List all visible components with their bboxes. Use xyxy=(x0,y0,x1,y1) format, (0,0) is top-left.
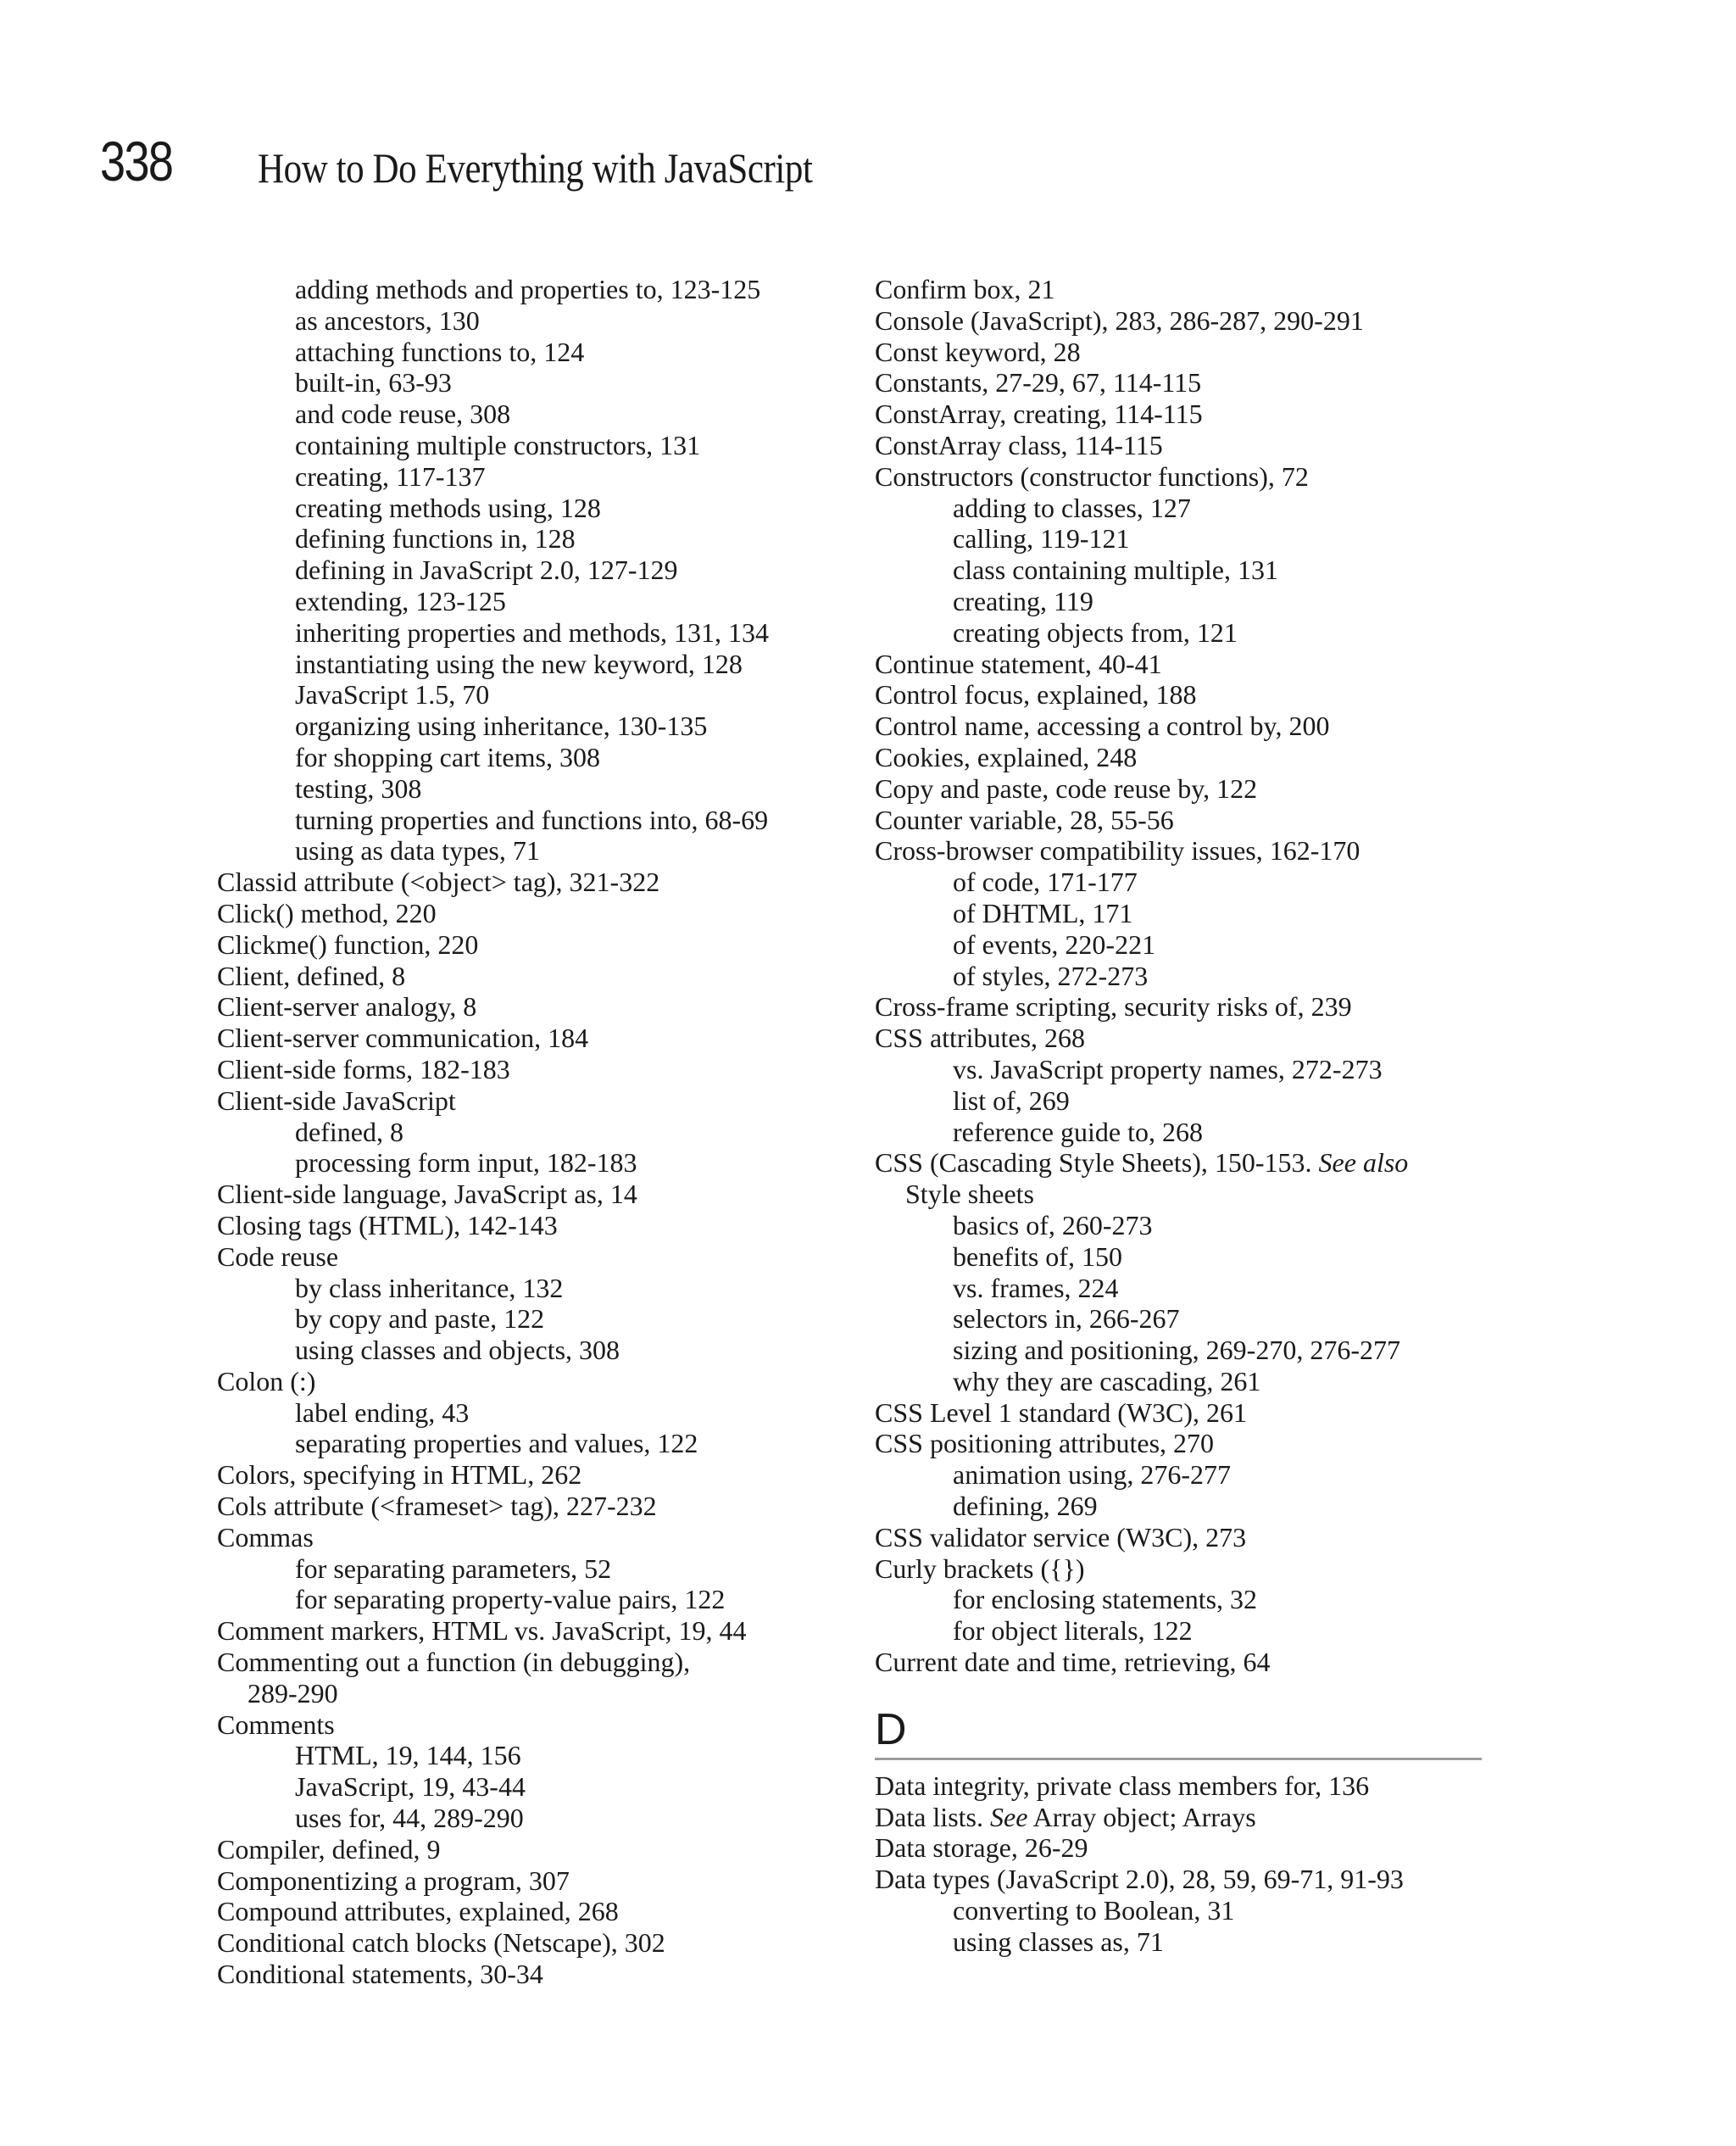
entry-text: creating, 119 xyxy=(953,585,1093,616)
index-entry xyxy=(875,773,1485,805)
entry-text: Compound attributes, explained, 268 xyxy=(217,1896,619,1927)
entry-text: Compiler, defined, 9 xyxy=(217,1833,441,1865)
index-entry xyxy=(217,898,861,929)
index-entry xyxy=(875,1802,1485,1833)
index-entry xyxy=(875,337,1485,368)
entry-text: Conditional catch blocks (Netscape), 302 xyxy=(217,1927,665,1959)
entry-text: Conditional statements, 30-34 xyxy=(217,1959,543,1990)
index-entry xyxy=(217,1366,861,1397)
index-subentry xyxy=(217,586,861,617)
entry-text: creating objects from, 121 xyxy=(953,616,1238,648)
entry-text: label ending, 43 xyxy=(295,1396,470,1428)
entry-text: defining, 269 xyxy=(953,1491,1098,1522)
entry-text: Cross-browser compatibility issues, 162-170 xyxy=(875,835,1360,867)
entry-text: extending, 123-125 xyxy=(295,585,506,616)
index-subentry xyxy=(217,1740,861,1771)
index-entry xyxy=(217,1241,861,1273)
index-subentry xyxy=(217,430,861,461)
index-subentry xyxy=(875,586,1485,617)
index-subentry xyxy=(217,523,861,555)
entry-text: vs. frames, 224 xyxy=(953,1272,1119,1303)
index-entry xyxy=(217,1709,861,1741)
index-subentry xyxy=(875,1366,1485,1397)
entry-text: adding methods and properties to, 123-125 xyxy=(295,274,761,304)
entry-text: adding to classes, 127 xyxy=(953,492,1191,523)
index-subentry xyxy=(875,555,1485,586)
index-entry xyxy=(875,679,1485,711)
index-subentry xyxy=(875,1895,1485,1926)
index-entry xyxy=(875,991,1485,1023)
entry-text: processing form input, 182-183 xyxy=(295,1147,637,1179)
entry-text: Colors, specifying in HTML, 262 xyxy=(217,1459,582,1491)
entry-text: ConstArray class, 114-115 xyxy=(875,429,1163,460)
entry-text: Control focus, explained, 188 xyxy=(875,679,1197,711)
entry-text: Style sheets xyxy=(905,1179,1034,1210)
entry-text: converting to Boolean, 31 xyxy=(953,1895,1235,1926)
entry-text: Commenting out a function (in debugging), xyxy=(217,1647,691,1678)
entry-text: Const keyword, 28 xyxy=(875,336,1081,367)
entry-text: basics of, 260-273 xyxy=(953,1209,1153,1240)
index-entry xyxy=(217,1865,861,1897)
index-entry xyxy=(875,367,1485,399)
entry-text: CSS (Cascading Style Sheets), 150-153. xyxy=(875,1147,1319,1179)
index-subentry xyxy=(217,679,861,711)
entry-text: Current date and time, retrieving, 64 xyxy=(875,1647,1271,1678)
index-subentry xyxy=(875,617,1485,649)
entry-text: Client, defined, 8 xyxy=(217,960,406,991)
entry-text: for separating parameters, 52 xyxy=(295,1552,612,1584)
index-subentry xyxy=(875,1273,1485,1304)
entry-text: of events, 220-221 xyxy=(953,928,1156,960)
index-subentry xyxy=(875,523,1485,555)
page-number: 338 xyxy=(100,130,173,192)
index-subentry xyxy=(217,399,861,430)
index-subentry xyxy=(217,711,861,742)
index-subentry xyxy=(217,805,861,836)
index-entry xyxy=(875,1864,1485,1895)
index-subentry xyxy=(217,493,861,524)
index-subentry xyxy=(217,1117,861,1148)
index-subentry xyxy=(217,742,861,773)
entry-text: for object literals, 122 xyxy=(953,1615,1193,1647)
index-subentry xyxy=(217,1397,861,1429)
index-entry xyxy=(875,274,1485,305)
index-subentry xyxy=(875,929,1485,961)
entry-text: Control name, accessing a control by, 200 xyxy=(875,711,1330,742)
index-entry xyxy=(217,1959,861,1990)
entry-text: Colon (:) xyxy=(217,1365,316,1396)
entry-text: separating properties and values, 122 xyxy=(295,1428,698,1459)
index-entry xyxy=(217,1085,861,1117)
index-subentry xyxy=(217,555,861,586)
entry-text: Client-side forms, 182-183 xyxy=(217,1053,510,1084)
entry-text: for shopping cart items, 308 xyxy=(295,741,600,772)
index-entry xyxy=(875,1832,1485,1864)
entry-text: inheriting properties and methods, 131, 134 xyxy=(295,616,770,648)
index-entry xyxy=(217,1054,861,1085)
index-subentry xyxy=(875,1335,1485,1366)
entry-text: using classes as, 71 xyxy=(953,1926,1164,1957)
index-subentry xyxy=(217,1553,861,1585)
index-subentry xyxy=(217,617,861,649)
index-entry xyxy=(875,1147,1485,1179)
entry-text: reference guide to, 268 xyxy=(953,1116,1203,1147)
entry-text: defining functions in, 128 xyxy=(295,523,576,555)
index-subentry xyxy=(875,1210,1485,1241)
index-subentry xyxy=(875,1085,1485,1117)
entry-text: Console (JavaScript), 283, 286-287, 290-291 xyxy=(875,304,1364,336)
entry-text: Client-server communication, 184 xyxy=(217,1023,589,1054)
index-subentry xyxy=(875,1241,1485,1273)
cross-reference: See xyxy=(989,1801,1028,1832)
entry-text: list of, 269 xyxy=(953,1084,1070,1116)
entry-text: ConstArray, creating, 114-115 xyxy=(875,399,1203,430)
entry-text: turning properties and functions into, 68-69 xyxy=(295,804,769,835)
index-entry xyxy=(217,1896,861,1927)
index-subentry xyxy=(217,461,861,493)
entry-text: animation using, 276-277 xyxy=(953,1459,1231,1491)
index-subentry xyxy=(875,493,1485,524)
entry-text: Constructors (constructor functions), 72 xyxy=(875,460,1309,492)
entry-text: of DHTML, 171 xyxy=(953,897,1133,928)
entry-text: uses for, 44, 289-290 xyxy=(295,1803,524,1834)
index-subentry xyxy=(875,1491,1485,1522)
index-subentry xyxy=(217,773,861,805)
index-subentry xyxy=(217,649,861,680)
index-entry xyxy=(875,805,1485,836)
entry-text: CSS Level 1 standard (W3C), 261 xyxy=(875,1396,1248,1428)
entry-text: Data types (JavaScript 2.0), 28, 59, 69-71, 91-93 xyxy=(875,1864,1404,1895)
entry-text: Copy and paste, code reuse by, 122 xyxy=(875,772,1258,804)
index-entry xyxy=(217,991,861,1023)
index-entry xyxy=(875,1023,1485,1054)
entry-text: Data storage, 26-29 xyxy=(875,1832,1088,1864)
entry-text: HTML, 19, 144, 156 xyxy=(295,1740,521,1771)
entry-text: Comments xyxy=(217,1708,335,1740)
index-subentry xyxy=(875,1584,1485,1615)
entry-text: testing, 308 xyxy=(295,772,422,804)
entry-text: sizing and positioning, 269-270, 276-277 xyxy=(953,1335,1400,1366)
entry-text: Data integrity, private class members for, 136 xyxy=(875,1770,1370,1801)
entry-text: Constants, 27-29, 67, 114-115 xyxy=(875,367,1202,399)
index-entry xyxy=(875,711,1485,742)
entry-text: by copy and paste, 122 xyxy=(295,1303,545,1335)
index-column-left xyxy=(217,274,861,1990)
entry-text: Code reuse xyxy=(217,1240,339,1272)
entry-text: Cols attribute (<frameset> tag), 227-232 xyxy=(217,1491,657,1522)
section-heading-d: D xyxy=(875,1704,907,1754)
entry-text: why they are cascading, 261 xyxy=(953,1365,1261,1396)
entry-text: Clickme() function, 220 xyxy=(217,928,479,960)
entry-text: creating, 117-137 xyxy=(295,460,486,492)
entry-text: selectors in, 266-267 xyxy=(953,1303,1180,1335)
index-entry xyxy=(217,1023,861,1054)
index-entry xyxy=(217,1459,861,1491)
index-subentry xyxy=(875,1054,1485,1085)
index-entry xyxy=(217,1491,861,1522)
entry-text: attaching functions to, 124 xyxy=(295,336,585,367)
entry-text: as ancestors, 130 xyxy=(295,304,480,336)
index-subentry xyxy=(217,1273,861,1304)
entry-text: for separating property-value pairs, 122 xyxy=(295,1584,726,1615)
index-entry xyxy=(217,929,861,961)
entry-text: using classes and objects, 308 xyxy=(295,1335,620,1366)
index-entry xyxy=(217,1210,861,1241)
entry-text: Data lists. xyxy=(875,1801,990,1832)
index-subentry xyxy=(875,1117,1485,1148)
entry-text: vs. JavaScript property names, 272-273 xyxy=(953,1053,1383,1084)
entry-text: of styles, 272-273 xyxy=(953,960,1149,991)
index-entry xyxy=(875,835,1485,867)
index-entry xyxy=(875,649,1485,680)
entry-text: CSS positioning attributes, 270 xyxy=(875,1428,1215,1459)
index-entry xyxy=(875,1522,1485,1553)
index-entries-c xyxy=(875,274,1485,1678)
entry-text: Cookies, explained, 248 xyxy=(875,741,1138,772)
index-entry xyxy=(217,867,861,898)
section-divider xyxy=(875,1758,1482,1760)
entry-text: for enclosing statements, 32 xyxy=(953,1584,1258,1615)
entry-text: Curly brackets ({}) xyxy=(875,1552,1085,1584)
index-subentry xyxy=(217,1147,861,1179)
entry-text: 289-290 xyxy=(248,1677,338,1708)
entry-text: Continue statement, 40-41 xyxy=(875,648,1162,679)
entry-text: benefits of, 150 xyxy=(953,1240,1122,1272)
index-subentry xyxy=(217,835,861,867)
entry-text: Classid attribute (<object> tag), 321-322 xyxy=(217,867,660,898)
index-entry xyxy=(875,1397,1485,1429)
index-subentry xyxy=(875,961,1485,992)
index-subentry xyxy=(217,1335,861,1366)
entry-text: of code, 171-177 xyxy=(953,867,1138,898)
index-subentry xyxy=(217,305,861,337)
entry-text: Comment markers, HTML vs. JavaScript, 19, 44 xyxy=(217,1615,747,1647)
index-entry xyxy=(217,1615,861,1647)
entry-text: CSS validator service (W3C), 273 xyxy=(875,1521,1247,1552)
entry-text: by class inheritance, 132 xyxy=(295,1272,564,1303)
cross-reference-target: Array object; Arrays xyxy=(1027,1801,1256,1832)
entry-text: organizing using inheritance, 130-135 xyxy=(295,711,708,742)
entry-text: instantiating using the new keyword, 128 xyxy=(295,648,743,679)
index-entry xyxy=(875,1179,1485,1210)
index-subentry xyxy=(217,1303,861,1335)
index-subentry xyxy=(217,367,861,399)
entry-text: creating methods using, 128 xyxy=(295,492,601,523)
index-entry xyxy=(217,961,861,992)
index-entry xyxy=(875,399,1485,430)
index-subentry xyxy=(875,898,1485,929)
index-subentry xyxy=(217,1771,861,1803)
book-title: How to Do Everything with JavaScript xyxy=(258,144,813,192)
index-subentry xyxy=(875,1459,1485,1491)
index-subentry xyxy=(875,867,1485,898)
index-subentry xyxy=(875,1303,1485,1335)
entry-text: JavaScript, 19, 43-44 xyxy=(295,1771,526,1803)
entry-text: Componentizing a program, 307 xyxy=(217,1865,570,1896)
entry-text: Counter variable, 28, 55-56 xyxy=(875,804,1174,835)
index-entry xyxy=(217,1522,861,1553)
index-entry xyxy=(217,1927,861,1959)
entry-text: Confirm box, 21 xyxy=(875,274,1055,304)
entry-text: Click() method, 220 xyxy=(217,897,437,928)
index-subentry xyxy=(217,274,861,305)
index-subentry xyxy=(217,337,861,368)
entry-text: calling, 119-121 xyxy=(953,523,1130,555)
entry-text: Commas xyxy=(217,1521,314,1552)
index-entry xyxy=(217,1647,861,1678)
index-entry xyxy=(217,1678,861,1709)
index-entry xyxy=(875,305,1485,337)
entry-text: class containing multiple, 131 xyxy=(953,555,1278,586)
index-subentry xyxy=(217,1584,861,1615)
entry-text: defining in JavaScript 2.0, 127-129 xyxy=(295,555,678,586)
cross-reference: See also xyxy=(1318,1147,1409,1179)
index-subentry xyxy=(217,1428,861,1459)
entry-text: Client-server analogy, 8 xyxy=(217,991,477,1023)
entry-text: Client-side JavaScript xyxy=(217,1084,456,1116)
entry-text: Closing tags (HTML), 142-143 xyxy=(217,1209,558,1240)
entry-text: JavaScript 1.5, 70 xyxy=(295,679,490,711)
entry-text: built-in, 63-93 xyxy=(295,367,452,399)
index-entry xyxy=(875,430,1485,461)
entry-text: Client-side language, JavaScript as, 14 xyxy=(217,1179,637,1210)
entry-text: using as data types, 71 xyxy=(295,835,540,867)
entry-text: Cross-frame scripting, security risks of, 239 xyxy=(875,991,1352,1023)
index-subentry xyxy=(875,1926,1485,1958)
index-entry xyxy=(875,1770,1485,1802)
entry-text: and code reuse, 308 xyxy=(295,399,511,430)
entry-text: CSS attributes, 268 xyxy=(875,1023,1086,1054)
index-subentry xyxy=(217,1803,861,1834)
index-subentry xyxy=(875,1615,1485,1647)
index-entry xyxy=(875,461,1485,493)
entry-text: defined, 8 xyxy=(295,1116,403,1147)
entry-text: containing multiple constructors, 131 xyxy=(295,429,701,460)
index-entries-d xyxy=(875,1770,1485,1958)
index-entry xyxy=(217,1834,861,1865)
index-entry xyxy=(875,1647,1485,1678)
index-column-right xyxy=(875,274,1485,1958)
index-entry xyxy=(875,1428,1485,1459)
index-entry xyxy=(875,742,1485,773)
index-entry xyxy=(217,1179,861,1210)
index-entry xyxy=(875,1553,1485,1585)
